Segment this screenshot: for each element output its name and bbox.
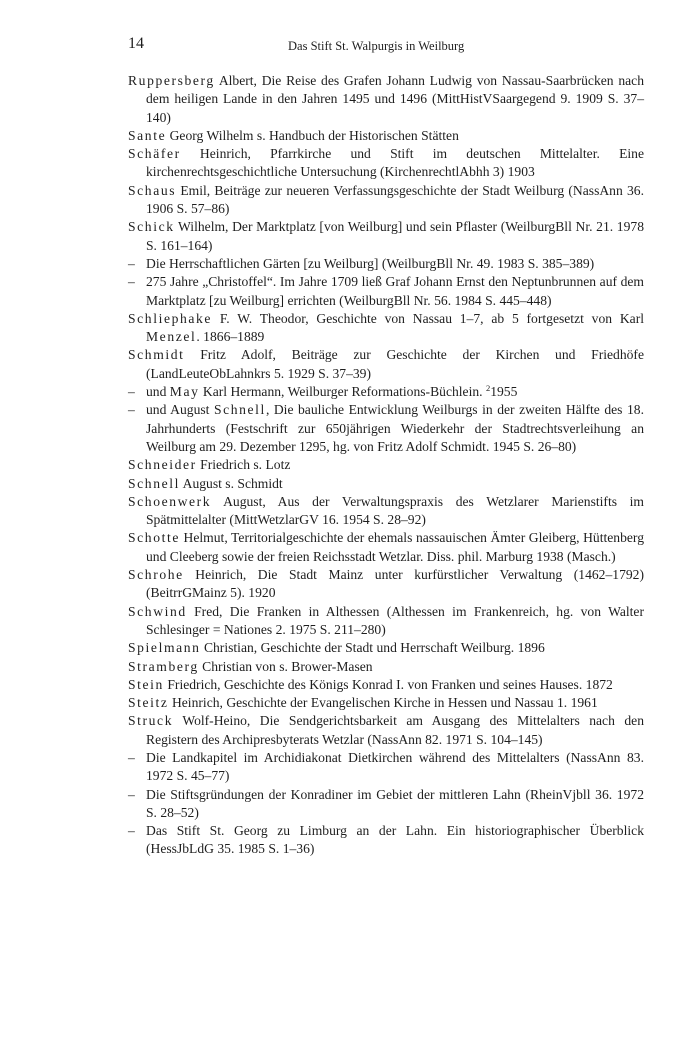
entry-text: August s. Schmidt — [179, 475, 283, 491]
continuation-dash: – — [128, 823, 135, 839]
entry-text: Heinrich, Pfarrkirche und Stift im deutschen Mittelalter. Eine kirchenrechtsgeschichtliche Untersuchung (KirchenrechtlAbhh 3) 1903 — [146, 146, 644, 180]
page-number: 14 — [128, 35, 144, 52]
author-surname: Schnell — [213, 402, 266, 418]
author-surname: Schick — [128, 219, 175, 235]
entry-text: Georg Wilhelm s. Handbuch der Historischen Stätten — [166, 127, 459, 143]
entry-text: , Die bauliche Entwicklung Weilburgs in der zweiten Hälfte des 18. Jahrhunderts (Festschrift zur 650jährigen Wiederkehr der Stadtrechtsverleihung an Weilburg am 29. Dezember 1295, hg. von Fritz Adolf Schmidt. 1945 S. 26–80) — [146, 402, 644, 454]
author-surname: Schäfer — [128, 146, 181, 162]
author-surname: Schliephake — [128, 310, 213, 326]
author-surname: May — [169, 384, 200, 400]
bibliography-entry — [128, 72, 644, 127]
author-surname: Schotte — [128, 530, 180, 546]
entry-text: Heinrich, Die Stadt Mainz unter kurfürstlicher Verwaltung (1462–1792) (BeitrrGMainz 5). 1920 — [146, 567, 644, 601]
bibliography-entry — [128, 639, 644, 657]
bibliography-entry — [128, 383, 644, 401]
entry-text: F. W. Theodor, Geschichte von Nassau 1–7, ab 5 fortgesetzt von Karl — [212, 310, 644, 326]
bibliography-entry — [128, 712, 644, 749]
continuation-dash: – — [128, 402, 135, 418]
author-surname: Struck — [128, 713, 174, 729]
entry-text: Friedrich s. Lotz — [196, 457, 291, 473]
entry-prefix: und — [146, 384, 170, 400]
author-surname: Steitz — [128, 695, 169, 711]
entry-text: Wolf-Heino, Die Sendgerichtsbarkeit am Ausgang des Mittelalters nach den Registern des Archipresbyterats Wetzlar (NassAnn 82. 1971 S. 104–145) — [146, 713, 644, 747]
bibliography-entry — [128, 566, 644, 603]
entry-text: Wilhelm, Der Marktplatz [von Weilburg] und sein Pflaster (WeilburgBll Nr. 21. 1978 S. 161–164) — [146, 219, 644, 253]
entry-text: 1955 — [490, 384, 518, 400]
bibliography-entry — [128, 603, 644, 640]
author-surname: Schneider — [128, 457, 197, 473]
continuation-dash: – — [128, 749, 135, 765]
entry-text: Das Stift St. Georg zu Limburg an der Lahn. Ein historiographischer Überblick (HessJbLdG 35. 1985 S. 1–36) — [146, 823, 644, 857]
running-title: Das Stift St. Walpurgis in Weilburg — [288, 39, 465, 53]
entry-text: August, Aus der Verwaltungspraxis des Wetzlarer Marienstifts im Spätmittelalter (MittWetzlarGV 16. 1954 S. 28–92) — [146, 493, 644, 528]
author-surname: Stein — [128, 676, 164, 692]
continuation-dash: – — [128, 786, 135, 802]
entry-text: Friedrich, Geschichte des Königs Konrad I. von Franken und seines Hauses. 1872 — [163, 676, 613, 692]
bibliography-entry — [128, 346, 644, 383]
continuation-dash: – — [128, 255, 135, 271]
entry-text: Albert, Die Reise des Grafen Johann Ludwig von Nassau-Saarbrücken nach dem heiligen Lande in den Jahren 1495 und 1496 (MittHistVSaargegend 9. 1909 S. 37–140) — [146, 73, 644, 125]
continuation-dash: – — [128, 274, 135, 290]
bibliography-entry — [128, 218, 644, 255]
bibliography-entry — [128, 676, 644, 694]
entry-text: 275 Jahre „Christoffel“. Im Jahre 1709 ließ Graf Johann Ernst den Neptunbrunnen auf dem Marktplatz [zu Weilburg] errichten (WeilburgBll Nr. 56. 1984 S. 445–448) — [146, 274, 644, 308]
entry-text: Christian von s. Brower-Masen — [198, 658, 373, 674]
entry-prefix: und August — [146, 402, 214, 418]
entry-text: . 1866–1889 — [196, 329, 265, 345]
author-surname: Schoenwerk — [128, 493, 212, 509]
entry-text: Heinrich, Geschichte der Evangelischen Kirche in Hessen und Nassau 1. 1961 — [168, 695, 598, 711]
author-surname: Spielmann — [128, 640, 201, 656]
entry-text: Helmut, Territorialgeschichte der ehemals nassauischen Ämter Gleiberg, Hüttenberg und Cleeberg sowie der freien Reichsstadt Wetzlar. Diss. phil. Marburg 1938 (Masch.) — [146, 530, 644, 564]
bibliography-entry — [128, 822, 644, 859]
bibliography-entry — [128, 786, 644, 823]
bibliography-entry — [128, 145, 644, 182]
bibliography-entry — [128, 694, 644, 712]
bibliography-entry — [128, 658, 644, 676]
bibliography-entry — [128, 255, 644, 273]
author-surname: Ruppersberg — [128, 73, 215, 88]
entry-text: Die Herrschaftlichen Gärten [zu Weilburg] (WeilburgBll Nr. 49. 1983 S. 385–389) — [146, 255, 595, 271]
bibliography-entry — [128, 310, 644, 347]
author-surname: Schrohe — [128, 567, 184, 583]
author-surname: Schnell — [128, 475, 180, 491]
author-surname: Schmidt — [128, 347, 185, 363]
bibliography-entry — [128, 401, 644, 456]
entry-text: Die Stiftsgründungen der Konradiner im Gebiet der mittleren Lahn (RheinVjbll 36. 1972 S. 28–52) — [146, 786, 644, 820]
bibliography-entry — [128, 456, 644, 474]
author-surname: Schwind — [128, 603, 187, 619]
bibliography-entry — [128, 749, 644, 786]
entry-text: Karl Hermann, Weilburger Reformations-Büchlein. — [199, 384, 486, 400]
bibliography-entry — [128, 529, 644, 566]
bibliography-entry — [128, 493, 644, 530]
entry-text: Emil, Beiträge zur neueren Verfassungsgeschichte der Stadt Weilburg (NassAnn 36. 1906 S. 57–86) — [146, 182, 644, 217]
bibliography-list — [128, 72, 644, 859]
entry-text: Fred, Die Franken in Althessen (Althessen im Frankenreich, hg. von Walter Schlesinger = Nationes 2. 1975 S. 211–280) — [146, 603, 644, 637]
edition-superscript: 2 — [485, 383, 491, 394]
author-surname: Menzel — [146, 329, 197, 345]
author-surname: Schaus — [128, 182, 177, 198]
entry-text: Die Landkapitel im Archidiakonat Dietkirchen während des Mittelalters (NassAnn 83. 1972 S. 45–77) — [146, 749, 644, 784]
bibliography-entry — [128, 127, 644, 145]
author-surname: Sante — [128, 127, 167, 143]
entry-text: Fritz Adolf, Beiträge zur Geschichte der Kirchen und Friedhöfe (LandLeuteObLahnkrs 5. 1929 S. 37–39) — [146, 347, 644, 381]
bibliography-entry — [128, 273, 644, 310]
entry-text: Christian, Geschichte der Stadt und Herrschaft Weilburg. 1896 — [200, 640, 545, 656]
bibliography-entry — [128, 475, 644, 493]
author-surname: Stramberg — [128, 658, 199, 674]
bibliography-entry — [128, 182, 644, 219]
continuation-dash: – — [128, 384, 135, 400]
